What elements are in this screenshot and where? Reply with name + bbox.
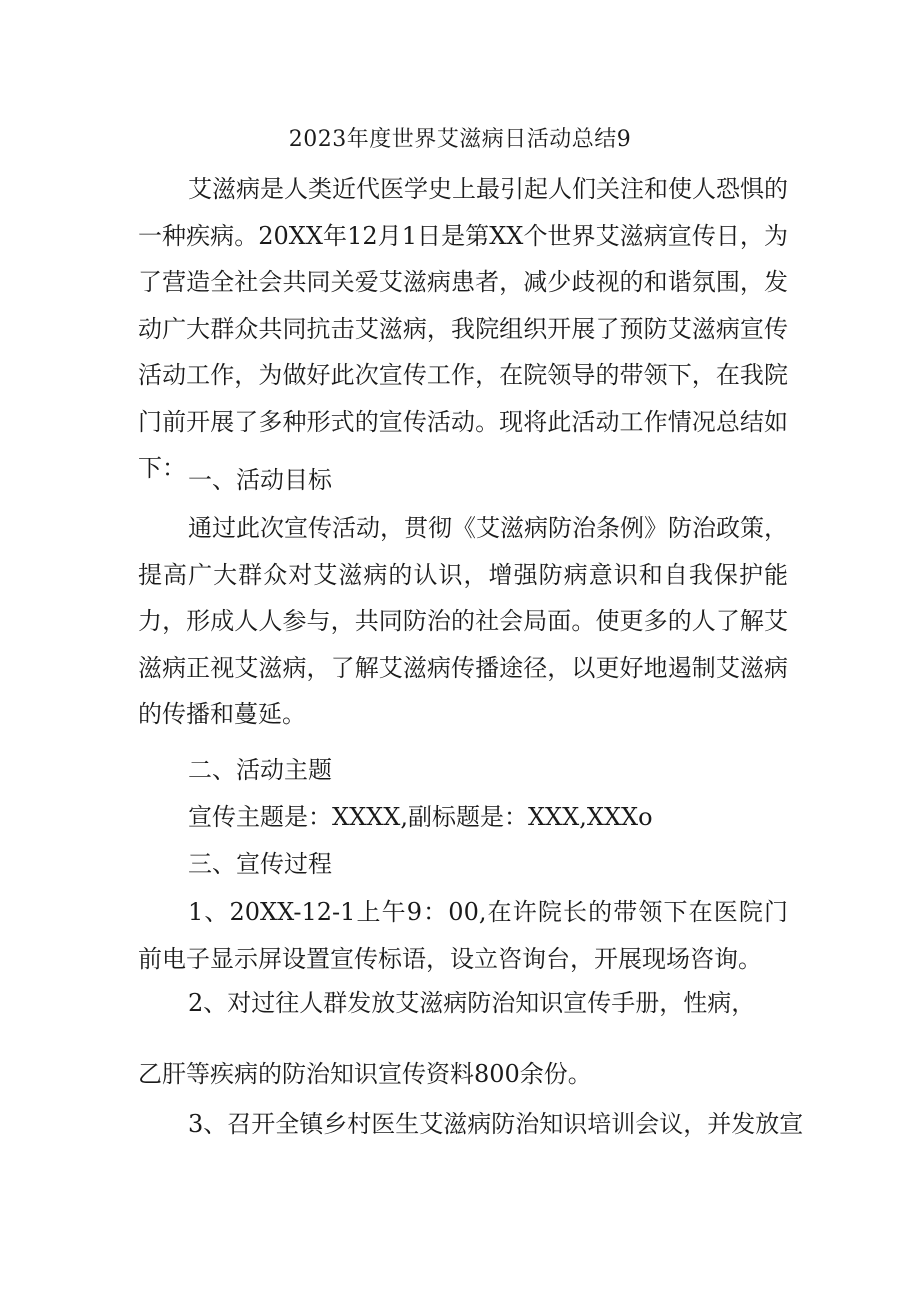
process-item-1: 1、20XX-12-1上午9：00,在许院长的带领下在医院门前电子显示屏设置宣传标语，设立咨询台，开展现场咨询。 <box>138 898 788 973</box>
document-title: 2023年度世界艾滋病日活动总结9 <box>288 127 632 152</box>
section-heading-goal: 一、活动目标 <box>188 466 332 494</box>
process-item-3: 3、召开全镇乡村医生艾滋病防治知识培训会议，并发放宣 <box>188 1110 804 1138</box>
goal-paragraph: 通过此次宣传活动，贯彻《艾滋病防治条例》防治政策，提高广大群众对艾滋病的认识，增强防病意识和自我保护能力，形成人人参与，共同防治的社会局面。使更多的人了解艾滋病正视艾滋病，了解艾滋病传播途径，以更好地遏制艾滋病的传播和蔓延。 <box>138 514 788 728</box>
section-heading-process: 三、宣传过程 <box>188 850 332 878</box>
section-heading-theme: 二、活动主题 <box>188 756 332 784</box>
theme-paragraph: 宣传主题是：XXXX,副标题是：XXX,XXXo <box>188 803 653 831</box>
process-item-2-line-2: 乙肝等疾病的防治知识宣传资料800余份。 <box>138 1060 592 1088</box>
intro-paragraph: 艾滋病是人类近代医学史上最引起人们关注和使人恐惧的一种疾病。20XX年12月1日是第XX个世界艾滋病宣传日，为了营造全社会共同关爱艾滋病患者，减少歧视的和谐氛围，发动广大群众共同抗击艾滋病，我院组织开展了预防艾滋病宣传活动工作，为做好此次宣传工作，在院领导的带领下，在我院门前开展了多种形式的宣传活动。现将此活动工作情况总结如下： <box>138 175 788 482</box>
process-item-2-line-1: 2、对过往人群发放艾滋病防治知识宣传手册，性病， <box>188 989 756 1017</box>
